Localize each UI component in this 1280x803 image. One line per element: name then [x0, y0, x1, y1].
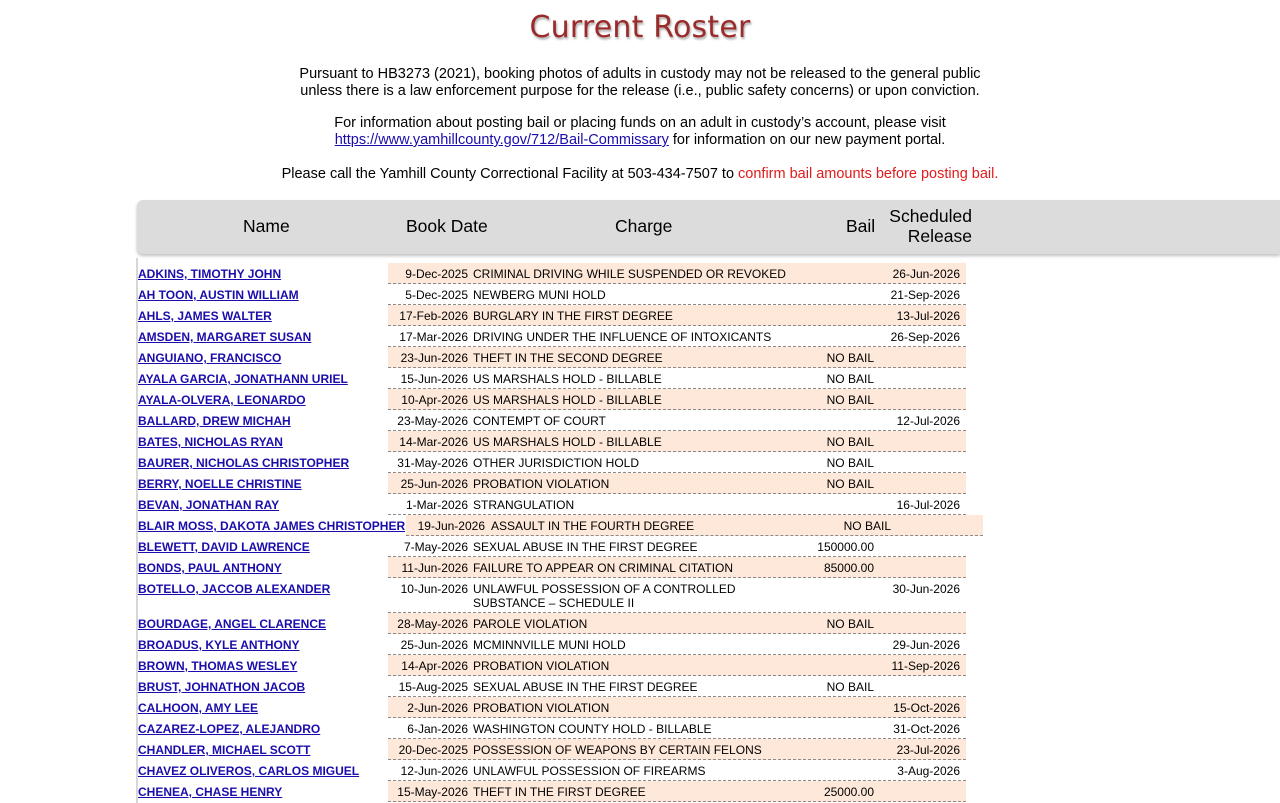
- release-date: 13-Jul-2026: [896, 309, 960, 323]
- inmate-name-link[interactable]: AHLS, JAMES WALTER: [138, 309, 272, 323]
- bail: NO BAIL: [826, 680, 874, 694]
- charge: BURGLARY IN THE FIRST DEGREE: [473, 309, 673, 323]
- inmate-name-link[interactable]: BEVAN, JONATHAN RAY: [138, 498, 280, 512]
- charge: PROBATION VIOLATION: [473, 659, 610, 673]
- table-row: [137, 739, 966, 760]
- inmate-name-link[interactable]: BALLARD, DREW MICHAH: [138, 414, 291, 428]
- charge: MCMINNVILLE MUNI HOLD: [473, 638, 626, 652]
- table-row: [137, 347, 966, 368]
- book-date: 5-Dec-2025: [405, 288, 468, 302]
- charge: CRIMINAL DRIVING WHILE SUSPENDED OR REVOKED: [473, 267, 786, 281]
- table-row: [137, 494, 966, 515]
- inmate-name-link[interactable]: BROADUS, KYLE ANTHONY: [138, 638, 300, 652]
- book-date: 17-Feb-2026: [399, 309, 468, 323]
- book-date: 10-Apr-2026: [401, 393, 468, 407]
- bail: 25000.00: [823, 785, 874, 799]
- book-date: 14-Apr-2026: [401, 659, 468, 673]
- photo-notice-line-2: unless there is a law enforcement purpose for the release (i.e., public safety concerns) or upon conviction.: [300, 83, 980, 99]
- book-date: 23-Jun-2026: [400, 351, 468, 365]
- inmate-name-link[interactable]: BLEWETT, DAVID LAWRENCE: [138, 540, 310, 554]
- charge: THEFT IN THE SECOND DEGREE: [473, 351, 663, 365]
- inmate-name-link[interactable]: BLAIR MOSS, DAKOTA JAMES CHRISTOPHER: [138, 519, 406, 533]
- table-row: [137, 389, 966, 410]
- book-date: 20-Dec-2025: [398, 743, 468, 757]
- table-row: [137, 452, 966, 473]
- header-name: Name: [243, 216, 290, 236]
- charge: THEFT IN THE FIRST DEGREE: [473, 785, 646, 799]
- charge: PROBATION VIOLATION: [473, 701, 610, 715]
- inmate-name-link[interactable]: BAURER, NICHOLAS CHRISTOPHER: [138, 456, 350, 470]
- inmate-name-link[interactable]: BROWN, THOMAS WESLEY: [138, 659, 298, 673]
- book-date: 14-Mar-2026: [399, 435, 468, 449]
- release-date: 15-Oct-2026: [893, 701, 960, 715]
- inmate-name-link[interactable]: AYALA-OLVERA, LEONARDO: [138, 393, 306, 407]
- bail-commissary-link[interactable]: https://www.yamhillcounty.gov/712/Bail-Commissary: [334, 132, 669, 148]
- inmate-name-link[interactable]: ANGUIANO, FRANCISCO: [138, 351, 282, 365]
- header-release-line-2: Release: [907, 226, 972, 246]
- page-title: Current Roster: [529, 10, 751, 45]
- bail-info-line-2-text: for information on our new payment portal.: [668, 132, 946, 148]
- header-bail: Bail: [846, 216, 876, 236]
- table-row: [137, 473, 966, 494]
- charge: NEWBERG MUNI HOLD: [473, 288, 606, 302]
- call-notice-warning: confirm bail amounts before posting bail.: [738, 166, 999, 182]
- bail-info-line-2: [0, 132, 1280, 149]
- table-row: [137, 655, 966, 676]
- charge: CONTEMPT OF COURT: [473, 414, 606, 428]
- bail: NO BAIL: [826, 393, 874, 407]
- book-date: 6-Jan-2026: [407, 722, 468, 736]
- release-date: 30-Jun-2026: [892, 582, 960, 596]
- header-scheduled-release: [887, 206, 972, 246]
- book-date: 11-Jun-2026: [401, 561, 468, 575]
- table-row: [137, 578, 966, 613]
- book-date: 7-May-2026: [403, 540, 468, 554]
- book-date: 23-May-2026: [397, 414, 468, 428]
- inmate-name-link[interactable]: CHAVEZ OLIVEROS, CARLOS MIGUEL: [138, 764, 360, 778]
- release-date: 16-Jul-2026: [896, 498, 960, 512]
- release-date: 26-Sep-2026: [890, 330, 960, 344]
- table-row: [137, 305, 966, 326]
- charge: US MARSHALS HOLD - BILLABLE: [473, 393, 662, 407]
- release-date: 29-Jun-2026: [892, 638, 960, 652]
- charge: FAILURE TO APPEAR ON CRIMINAL CITATION: [473, 561, 734, 575]
- book-date: 19-Jun-2026: [417, 519, 485, 533]
- table-row: [137, 634, 966, 655]
- inmate-name-link[interactable]: BRUST, JOHNATHON JACOB: [138, 680, 306, 694]
- inmate-name-link[interactable]: AH TOON, AUSTIN WILLIAM: [138, 288, 299, 302]
- roster-table-header: [137, 200, 1280, 254]
- table-row: [137, 613, 966, 634]
- release-date: 23-Jul-2026: [896, 743, 960, 757]
- bail-info-line-1: For information about posting bail or placing funds on an adult in custody’s account, please visit: [334, 115, 946, 131]
- book-date: 2-Jun-2026: [407, 701, 468, 715]
- book-date: 1-Mar-2026: [405, 498, 468, 512]
- bail: NO BAIL: [826, 477, 874, 491]
- book-date: 25-Jun-2026: [400, 477, 468, 491]
- book-date: 10-Jun-2026: [400, 582, 468, 596]
- charge: STRANGULATION: [473, 498, 575, 512]
- inmate-name-link[interactable]: BOTELLO, JACCOB ALEXANDER: [138, 582, 331, 596]
- bail: NO BAIL: [826, 351, 874, 365]
- header-book-date: Book Date: [406, 216, 488, 236]
- inmate-name-link[interactable]: CALHOON, AMY LEE: [138, 701, 259, 715]
- bail: NO BAIL: [826, 435, 874, 449]
- photo-notice: [0, 66, 1280, 100]
- table-row: [137, 431, 966, 452]
- table-row: [137, 557, 966, 578]
- charge: UNLAWFUL POSSESSION OF A CONTROLLED SUBSTANCE – SCHEDULE II: [473, 582, 736, 610]
- bail: NO BAIL: [826, 617, 874, 631]
- header-release-line-1: Scheduled: [889, 206, 972, 226]
- book-date: 28-May-2026: [397, 617, 468, 631]
- release-date: 31-Oct-2026: [893, 722, 960, 736]
- table-row: [137, 410, 966, 431]
- table-row: [137, 515, 983, 536]
- charge: WASHINGTON COUNTY HOLD - BILLABLE: [473, 722, 712, 736]
- book-date: 31-May-2026: [397, 456, 468, 470]
- book-date: 25-Jun-2026: [400, 638, 468, 652]
- release-date: 11-Sep-2026: [891, 659, 960, 673]
- roster-rows: [137, 263, 983, 802]
- inmate-name-link[interactable]: CHANDLER, MICHAEL SCOTT: [138, 743, 311, 757]
- inmate-name-link[interactable]: BOURDAGE, ANGEL CLARENCE: [138, 617, 327, 631]
- table-row: [137, 263, 966, 284]
- bail: 85000.00: [823, 561, 874, 575]
- charge: US MARSHALS HOLD - BILLABLE: [473, 372, 662, 386]
- inmate-name-link[interactable]: BERRY, NOELLE CHRISTINE: [138, 477, 302, 491]
- table-row: [137, 368, 966, 389]
- book-date: 9-Dec-2025: [405, 267, 468, 281]
- photo-notice-line-1: Pursuant to HB3273 (2021), booking photos of adults in custody may not be released to the general public: [299, 66, 981, 82]
- call-notice-text: Please call the Yamhill County Correctional Facility at 503-434-7507 to: [281, 166, 739, 182]
- charge: SEXUAL ABUSE IN THE FIRST DEGREE: [473, 540, 698, 554]
- inmate-name-link[interactable]: BATES, NICHOLAS RYAN: [138, 435, 283, 449]
- book-date: 15-May-2026: [397, 785, 468, 799]
- table-row: [137, 326, 966, 347]
- charge: UNLAWFUL POSSESSION OF FIREARMS: [473, 764, 706, 778]
- table-row: [137, 676, 966, 697]
- charge: SEXUAL ABUSE IN THE FIRST DEGREE: [473, 680, 698, 694]
- charge: DRIVING UNDER THE INFLUENCE OF INTOXICANTS: [473, 330, 772, 344]
- table-row: [137, 718, 966, 739]
- table-row: [137, 697, 966, 718]
- release-date: 12-Jul-2026: [896, 414, 960, 428]
- release-date: 3-Aug-2026: [897, 764, 960, 778]
- header-charge: Charge: [615, 216, 673, 236]
- book-date: 15-Jun-2026: [400, 372, 468, 386]
- book-date: 15-Aug-2025: [398, 680, 468, 694]
- bail: NO BAIL: [843, 519, 891, 533]
- release-date: 26-Jun-2026: [892, 267, 960, 281]
- table-row: [137, 284, 966, 305]
- charge: PROBATION VIOLATION: [473, 477, 610, 491]
- release-date: 21-Sep-2026: [890, 288, 960, 302]
- table-row: [137, 781, 966, 802]
- book-date: 12-Jun-2026: [400, 764, 468, 778]
- inmate-name-link[interactable]: AMSDEN, MARGARET SUSAN: [138, 330, 312, 344]
- charge: OTHER JURISDICTION HOLD: [473, 456, 640, 470]
- call-notice: [0, 166, 1280, 183]
- inmate-name-link[interactable]: ADKINS, TIMOTHY JOHN: [138, 267, 282, 281]
- charge: POSSESSION OF WEAPONS BY CERTAIN FELONS: [473, 743, 762, 757]
- table-row: [137, 760, 966, 781]
- inmate-name-link[interactable]: AYALA GARCIA, JONATHANN URIEL: [138, 372, 348, 386]
- charge: ASSAULT IN THE FOURTH DEGREE: [491, 519, 695, 533]
- bail: NO BAIL: [826, 372, 874, 386]
- inmate-name-link[interactable]: BONDS, PAUL ANTHONY: [138, 561, 282, 575]
- charge: PAROLE VIOLATION: [473, 617, 588, 631]
- charge: US MARSHALS HOLD - BILLABLE: [473, 435, 662, 449]
- table-row: [137, 536, 966, 557]
- inmate-name-link[interactable]: CHENEA, CHASE HENRY: [138, 785, 283, 799]
- bail: 150000.00: [817, 540, 874, 554]
- bail: NO BAIL: [826, 456, 874, 470]
- inmate-name-link[interactable]: CAZAREZ-LOPEZ, ALEJANDRO: [138, 722, 321, 736]
- book-date: 17-Mar-2026: [399, 330, 468, 344]
- bail-info-notice: [0, 115, 1280, 149]
